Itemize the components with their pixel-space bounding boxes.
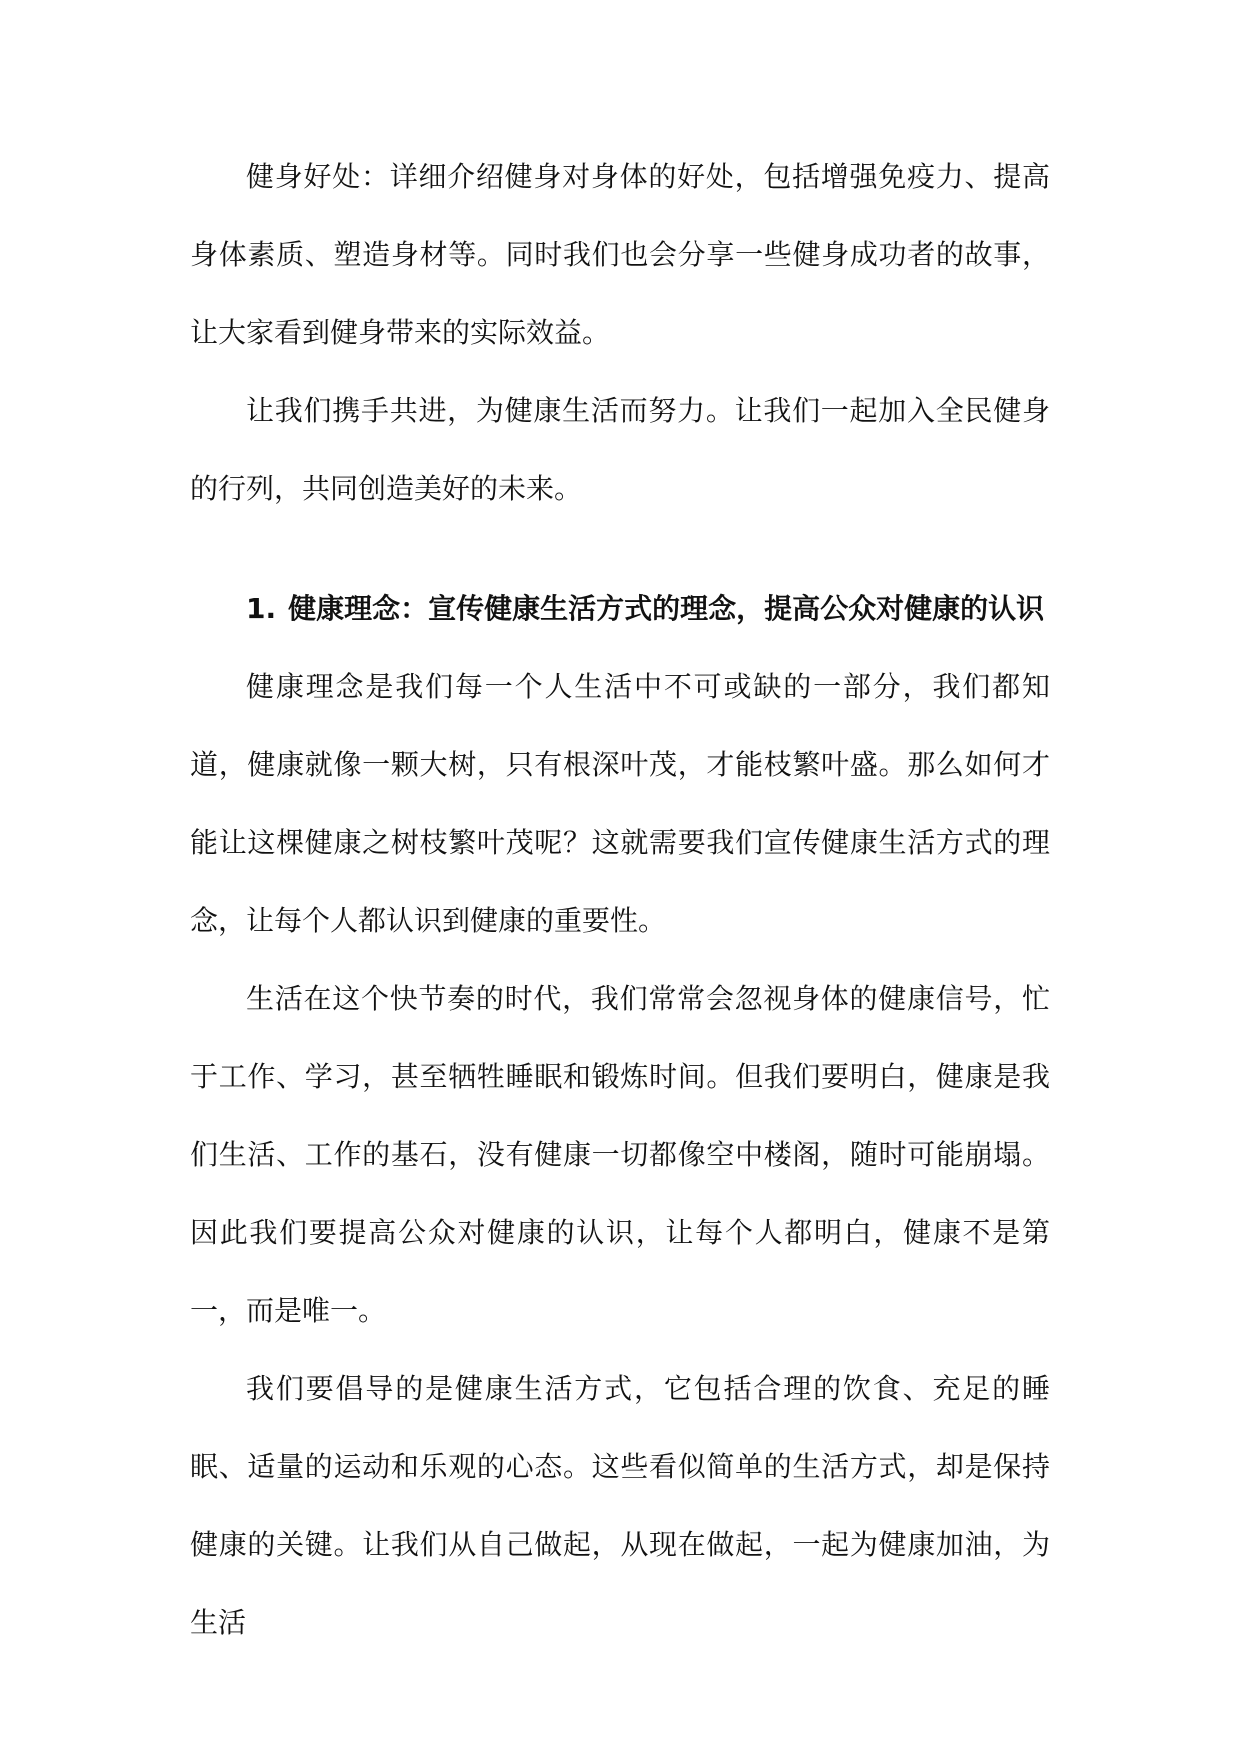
paragraph-healthy-lifestyle: 我们要倡导的是健康生活方式，它包括合理的饮食、充足的睡眠、适量的运动和乐观的心态。这些看似简单的生活方式，却是保持健康的关键。让我们从自己做起，从现在做起，一起为健康加油，为生活 bbox=[190, 1372, 1050, 1639]
section-heading-text: 健康理念：宣传健康生活方式的理念，提高公众对健康的认识 bbox=[288, 592, 1045, 625]
paragraph-join-fitness: 让我们携手共进，为健康生活而努力。让我们一起加入全民健身的行列，共同创造美好的未来。 bbox=[190, 394, 1050, 505]
paragraph-health-concept: 健康理念是我们每一个人生活中不可或缺的一部分，我们都知道，健康就像一颗大树，只有根深叶茂，才能枝繁叶盛。那么如何才能让这棵健康之树枝繁叶茂呢？这就需要我们宣传健康生活方式的理念，让每个人都认识到健康的重要性。 bbox=[190, 670, 1050, 937]
paragraph-fast-paced-life: 生活在这个快节奏的时代，我们常常会忽视身体的健康信号，忙于工作、学习，甚至牺牲睡眠和锻炼时间。但我们要明白，健康是我们生活、工作的基石，没有健康一切都像空中楼阁，随时可能崩塌。因此我们要提高公众对健康的认识，让每个人都明白，健康不是第一，而是唯一。 bbox=[190, 982, 1050, 1327]
paragraph-fitness-benefits: 健身好处：详细介绍健身对身体的好处，包括增强免疫力、提高身体素质、塑造身材等。同时我们也会分享一些健身成功者的故事，让大家看到健身带来的实际效益。 bbox=[190, 160, 1050, 349]
section-heading bbox=[190, 570, 1050, 648]
document-body bbox=[190, 138, 1050, 1662]
section-heading-number: 1. bbox=[246, 592, 277, 625]
